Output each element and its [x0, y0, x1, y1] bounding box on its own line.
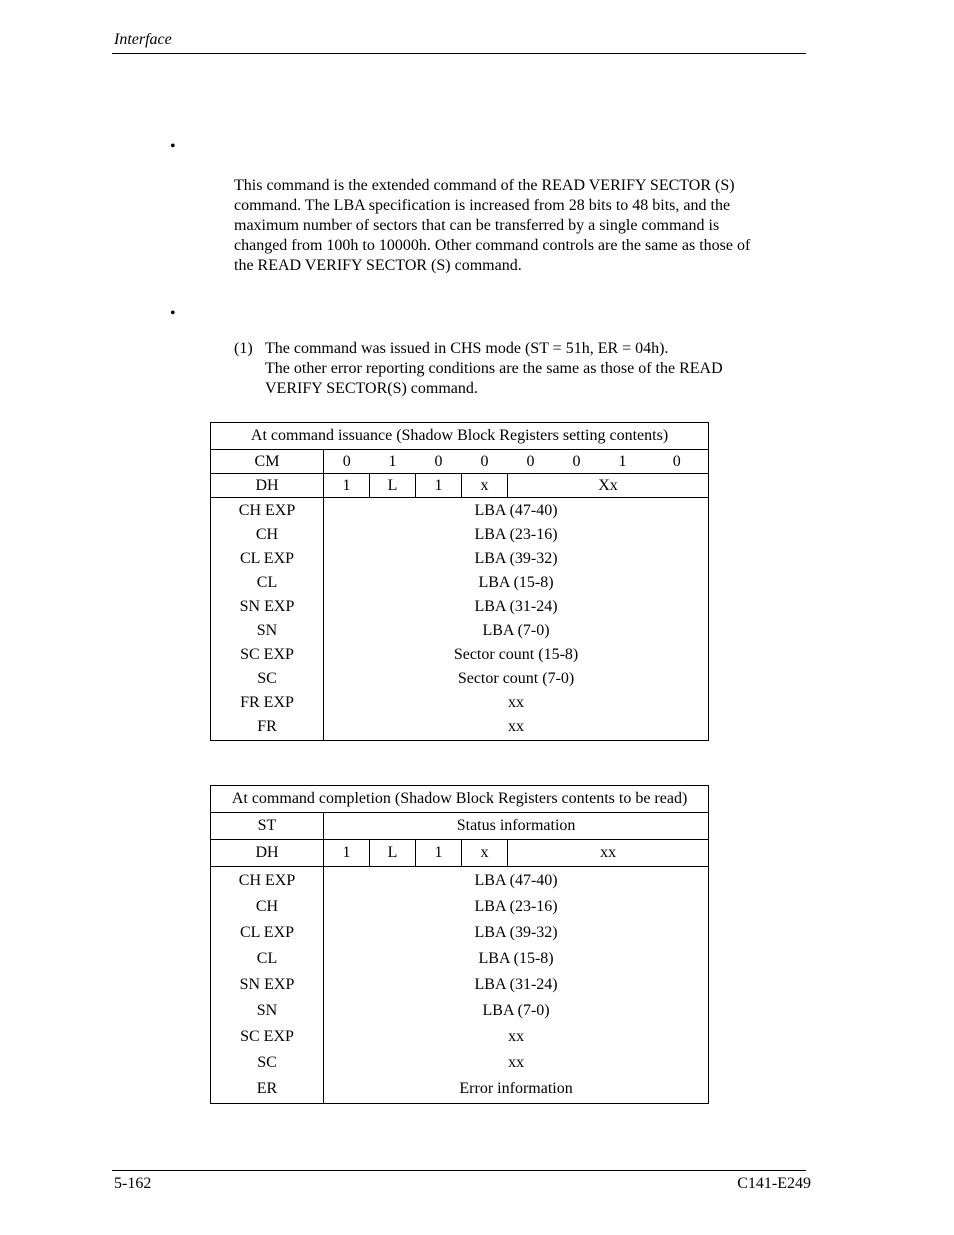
completion-register-table — [210, 785, 709, 1104]
register-value: Sector count (15-8) — [453, 646, 579, 663]
description-line: This command is the extended command of the READ VERIFY SECTOR (S) — [234, 177, 735, 194]
register-value: LBA (15-8) — [478, 950, 554, 967]
completion-table-caption: At command completion (Shadow Block Registers contents to be read) — [211, 786, 709, 813]
register-label: SC EXP — [240, 646, 294, 663]
dh-bit: 1 — [416, 474, 462, 498]
register-value: LBA (47-40) — [474, 872, 558, 889]
dh-bit: 1 — [324, 840, 370, 867]
register-value: Error information — [459, 1080, 573, 1097]
register-label: SN EXP — [239, 598, 295, 615]
cm-bit: 0 — [508, 450, 554, 474]
header-rule — [112, 53, 806, 54]
register-label: CL EXP — [239, 924, 295, 941]
cm-bit: 0 — [554, 450, 600, 474]
register-value: LBA (31-24) — [474, 976, 558, 993]
issuance-register-table — [210, 422, 709, 741]
register-label: CL — [256, 574, 278, 591]
bullet-description: • — [170, 138, 176, 155]
command-description — [234, 176, 804, 276]
description-line: changed from 100h to 10000h. Other command controls are the same as those of — [234, 237, 751, 254]
register-label: SN EXP — [239, 976, 295, 993]
register-label: SC EXP — [240, 1028, 294, 1045]
register-labels — [211, 498, 324, 741]
register-value: xx — [508, 694, 525, 711]
register-value: LBA (15-8) — [478, 574, 554, 591]
register-label-dh: DH — [211, 474, 324, 498]
error-item-line: The other error reporting conditions are the same as those of the READ — [265, 360, 723, 377]
register-label-st: ST — [211, 813, 324, 840]
dh-bit: x — [462, 840, 508, 867]
register-label-cm: CM — [211, 450, 324, 474]
error-item-number: (1) — [234, 340, 253, 357]
dh-bit: x — [462, 474, 508, 498]
dh-bit: L — [370, 474, 416, 498]
register-value: LBA (39-32) — [474, 550, 558, 567]
register-label: CH EXP — [238, 872, 296, 889]
dh-bit: L — [370, 840, 416, 867]
running-header: Interface — [114, 31, 172, 48]
description-line: the READ VERIFY SECTOR (S) command. — [234, 257, 522, 274]
register-label: SC — [257, 1054, 277, 1071]
document-id: C141-E249 — [737, 1175, 811, 1192]
cm-bit: 0 — [646, 450, 709, 474]
page-number: 5-162 — [114, 1175, 152, 1192]
register-label: SC — [257, 670, 277, 687]
register-label: CH — [255, 898, 279, 915]
dh-rest: xx — [508, 840, 709, 867]
dh-bit: 1 — [324, 474, 370, 498]
description-line: command. The LBA specification is increased from 28 bits to 48 bits, and the — [234, 197, 731, 214]
register-values — [324, 498, 709, 741]
bullet-error: • — [170, 305, 176, 322]
register-label: CL EXP — [239, 550, 295, 567]
cm-bit: 1 — [370, 450, 416, 474]
register-label-dh: DH — [211, 840, 324, 867]
register-label: FR EXP — [240, 694, 294, 711]
issuance-table-caption: At command issuance (Shadow Block Registers setting contents) — [211, 423, 709, 450]
cm-bit: 0 — [416, 450, 462, 474]
register-value: LBA (31-24) — [474, 598, 558, 615]
register-value: xx — [508, 1054, 525, 1071]
register-values — [324, 867, 709, 1104]
register-label: SN — [256, 622, 278, 639]
register-labels — [211, 867, 324, 1104]
register-value: LBA (7-0) — [482, 1002, 550, 1019]
description-line: maximum number of sectors that can be transferred by a single command is — [234, 217, 720, 234]
register-value: Sector count (7-0) — [457, 670, 575, 687]
register-label: FR — [257, 718, 277, 735]
register-label: CH — [255, 526, 279, 543]
cm-bit: 1 — [600, 450, 646, 474]
register-label: ER — [256, 1080, 278, 1097]
register-label: CH EXP — [238, 502, 296, 519]
error-item-line: VERIFY SECTOR(S) command. — [265, 380, 478, 397]
register-value: LBA (23-16) — [474, 898, 558, 915]
cm-bit: 0 — [324, 450, 370, 474]
register-label: CL — [256, 950, 278, 967]
register-value: xx — [508, 718, 525, 735]
dh-bit: 1 — [416, 840, 462, 867]
register-value: LBA (39-32) — [474, 924, 558, 941]
error-item-text — [265, 339, 785, 399]
register-value: xx — [508, 1028, 525, 1045]
cm-bit: 0 — [462, 450, 508, 474]
register-label: SN — [256, 1002, 278, 1019]
error-item-line: The command was issued in CHS mode (ST = 51h, ER = 04h). — [265, 340, 669, 357]
footer-rule — [112, 1170, 806, 1171]
register-value: LBA (7-0) — [482, 622, 550, 639]
status-value: Status information — [324, 813, 709, 840]
register-value: LBA (47-40) — [474, 502, 558, 519]
dh-rest: Xx — [508, 474, 709, 498]
register-value: LBA (23-16) — [474, 526, 558, 543]
